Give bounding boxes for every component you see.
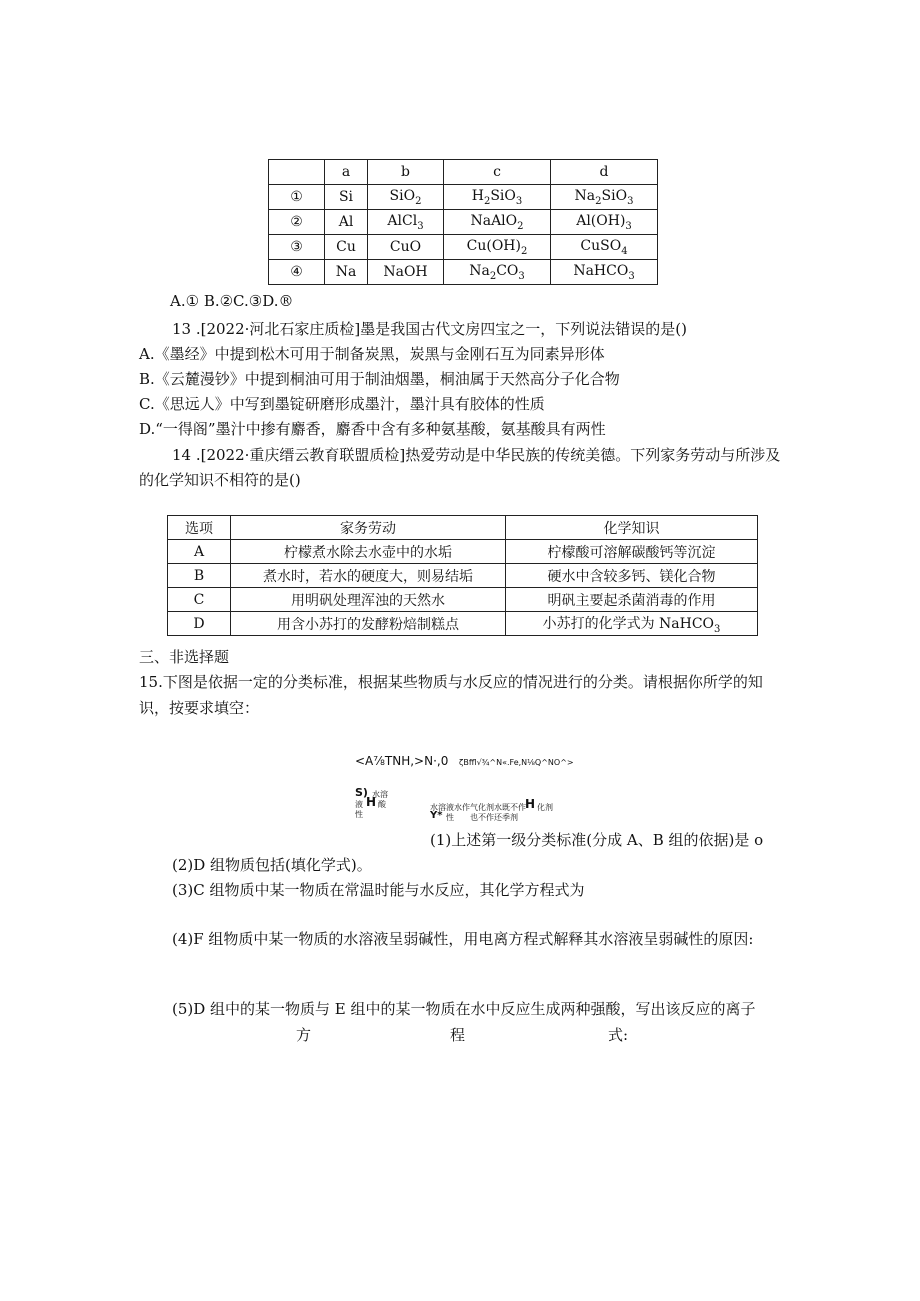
diagram-mid-y: Y* bbox=[430, 810, 443, 821]
diagram-left-line2b: 酸 bbox=[378, 800, 386, 809]
table-header-cell: a bbox=[325, 160, 368, 185]
diagram-mid-line1b: 化剂 bbox=[537, 803, 553, 812]
q15-sub5-word3: 式: bbox=[608, 1026, 629, 1044]
q15-sub5-word2: 程 bbox=[450, 1026, 466, 1044]
cell-task: 柠檬煮水除去水壶中的水垢 bbox=[231, 540, 506, 564]
diagram-left-label: S) bbox=[355, 786, 368, 799]
table-header-cell: b bbox=[368, 160, 444, 185]
table-header-cell: d bbox=[551, 160, 658, 185]
diagram-mid-line1a: 水溶液水作气化剂水既不作 bbox=[430, 803, 526, 812]
table-row bbox=[168, 540, 758, 564]
table-header-row bbox=[269, 160, 658, 185]
diagram-left-line3: 性 bbox=[355, 810, 363, 819]
q15-sub5-word1: 方 bbox=[296, 1026, 312, 1044]
q15-sub2: (2)D 组物质包括(填化学式)。 bbox=[172, 856, 372, 874]
diagram-mid-h: H bbox=[525, 797, 536, 811]
diagram-top-right: ζBffl√¾^N«.Fe,N⅛Q^NO^> bbox=[459, 758, 574, 767]
diagram-left-line2a: 液 bbox=[355, 800, 363, 809]
table-header-row bbox=[168, 516, 758, 540]
cell-option: C bbox=[168, 588, 231, 612]
q15-sub5-line1: (5)D 组中的某一物质与 E 组中的某一物质在水中反应生成两种强酸，写出该反应的离子 bbox=[172, 1000, 756, 1018]
cell-knowledge: 柠檬酸可溶解碳酸钙等沉淀 bbox=[506, 540, 758, 564]
cell-task: 煮水时，若水的硬度大，则易结垢 bbox=[231, 564, 506, 588]
diagram-left-line1: 水溶 bbox=[372, 790, 388, 799]
cell-d: CuSO$_4$ bbox=[551, 235, 658, 260]
cell-d: $Na_2SiO_3$ bbox=[551, 185, 658, 210]
cell-c: NaAlO$_2$ bbox=[444, 210, 551, 235]
q13-option-c: C.《思远人》中写到墨锭研磨形成墨汁，墨汁具有胶体的性质 bbox=[139, 395, 545, 413]
q15-sub3: (3)C 组物质中某一物质在常温时能与水反应，其化学方程式为 bbox=[172, 881, 585, 899]
cell-option: D bbox=[168, 612, 231, 636]
cell-a: Cu bbox=[325, 235, 368, 260]
row-index: ③ bbox=[269, 235, 325, 260]
table-header-cell bbox=[269, 160, 325, 185]
cell-c: $H_2SiO_3$ bbox=[444, 185, 551, 210]
q15-stem-line2: 识，按要求填空： bbox=[139, 699, 260, 717]
diagram-mid-line2a: 性 bbox=[446, 813, 454, 822]
table-row bbox=[168, 588, 758, 612]
table-header-cell: 选项 bbox=[168, 516, 231, 540]
table-row bbox=[269, 210, 658, 235]
table-row bbox=[269, 185, 658, 210]
q13-option-a: A.《墨经》中提到松木可用于制备炭黑，炭黑与金刚石互为同素异形体 bbox=[139, 345, 605, 363]
cell-option: A bbox=[168, 540, 231, 564]
table-row bbox=[269, 235, 658, 260]
section-heading: 三、非选择题 bbox=[139, 648, 230, 666]
diagram-left-h: H bbox=[366, 795, 377, 809]
q14-stem-line1: 14 .[2022·重庆缙云教育联盟质检]热爱劳动是中华民族的传统美德。下列家务劳动与所涉及 bbox=[172, 446, 781, 464]
substance-table bbox=[268, 159, 658, 285]
row-index: ④ bbox=[269, 260, 325, 285]
cell-task: 用明矾处理浑浊的天然水 bbox=[231, 588, 506, 612]
row-index: ① bbox=[269, 185, 325, 210]
cell-a: Al bbox=[325, 210, 368, 235]
cell-a: Si bbox=[325, 185, 368, 210]
q13-stem: 13 .[2022·河北石家庄质检]墨是我国古代文房四宝之一，下列说法错误的是() bbox=[172, 320, 687, 338]
cell-d: NaHCO$_3$ bbox=[551, 260, 658, 285]
cell-d: $Al(OH)_3$ bbox=[551, 210, 658, 235]
q13-option-d: D.“一得阁”墨汁中掺有麝香，麝香中含有多种氨基酸，氨基酸具有两性 bbox=[139, 420, 606, 438]
q12-options: A.① B.②C.③D.® bbox=[170, 292, 294, 310]
table-header-cell: 家务劳动 bbox=[231, 516, 506, 540]
cell-b: SiO$_2$ bbox=[368, 185, 444, 210]
q15-stem-line1: 15.下图是依据一定的分类标准，根据某些物质与水反应的情况进行的分类。请根据你所学的知 bbox=[139, 673, 763, 691]
cell-c: $Cu(OH)_2$ bbox=[444, 235, 551, 260]
cell-knowledge: 小苏打的化学式为 NaHCO$_3$ bbox=[506, 612, 758, 636]
cell-knowledge: 明矾主要起杀菌消毒的作用 bbox=[506, 588, 758, 612]
cell-b: CuO bbox=[368, 235, 444, 260]
table-row bbox=[168, 564, 758, 588]
cell-a: Na bbox=[325, 260, 368, 285]
diagram-mid-line2b: 也不作还季剂 bbox=[470, 813, 518, 822]
cell-task: 用含小苏打的发酵粉焙制糕点 bbox=[231, 612, 506, 636]
table-header-cell: 化学知识 bbox=[506, 516, 758, 540]
diagram-top-left: <A⅞TNH,>N·,0 bbox=[355, 754, 449, 768]
table-row bbox=[269, 260, 658, 285]
housework-table bbox=[167, 515, 758, 636]
cell-b: AlCl$_3$ bbox=[368, 210, 444, 235]
table-row bbox=[168, 612, 758, 636]
cell-knowledge: 硬水中含较多钙、镁化合物 bbox=[506, 564, 758, 588]
cell-c: $Na_2CO_3$ bbox=[444, 260, 551, 285]
cell-option: B bbox=[168, 564, 231, 588]
q14-stem-line2: 的化学知识不相符的是() bbox=[139, 471, 301, 489]
row-index: ② bbox=[269, 210, 325, 235]
q13-option-b: B.《云麓漫钞》中提到桐油可用于制油烟墨，桐油属于天然高分子化合物 bbox=[139, 370, 620, 388]
q15-sub4: (4)F 组物质中某一物质的水溶液呈弱碱性，用电离方程式解释其水溶液呈弱碱性的原因: bbox=[172, 930, 754, 948]
q15-sub1: (1)上述第一级分类标准(分成 A、B 组的依据)是 o bbox=[430, 831, 764, 849]
cell-b: NaOH bbox=[368, 260, 444, 285]
table-header-cell: c bbox=[444, 160, 551, 185]
